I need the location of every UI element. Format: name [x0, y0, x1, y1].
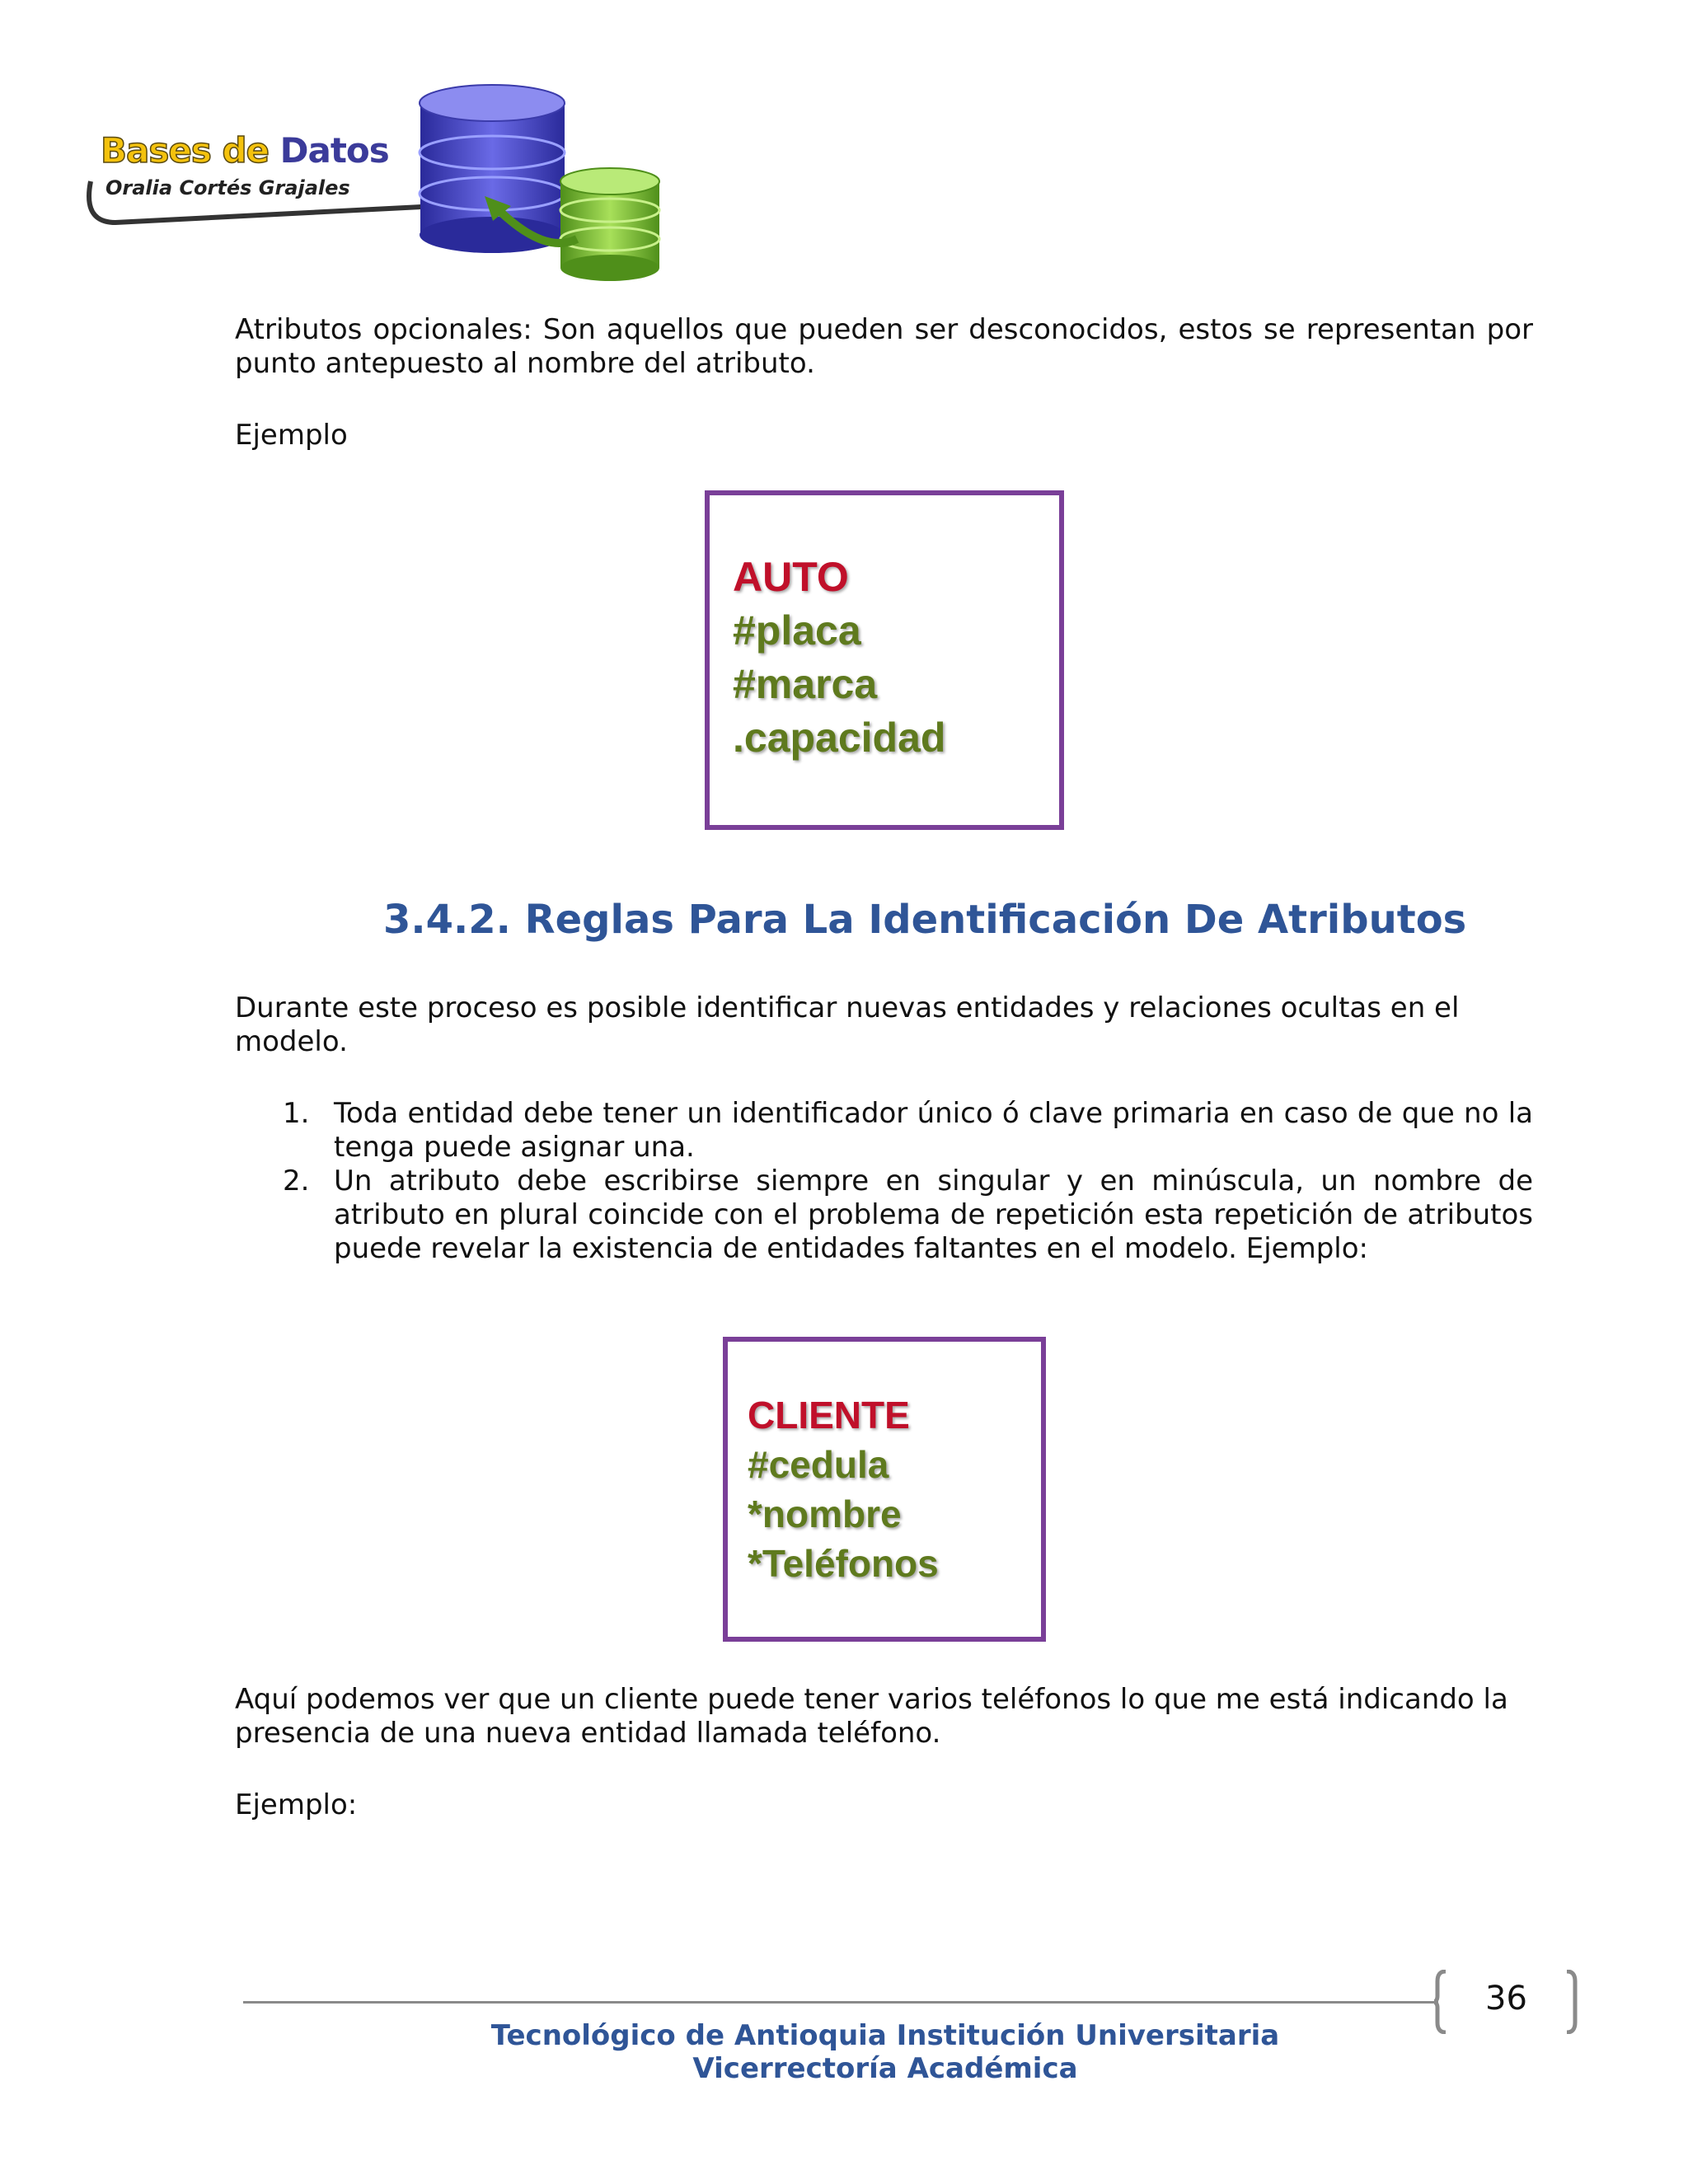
logo-author: Oralia Cortés Grajales	[106, 176, 350, 199]
footer-rule	[243, 2001, 1438, 2004]
footer-institution: Tecnológico de Antioquia Institución Universitaria	[490, 2019, 1280, 2052]
explanation-paragraph: Aquí podemos ver que un cliente puede tener varios teléfonos lo que me está indicando la presencia de una nueva entidad llamada teléfono.	[235, 1683, 1508, 1750]
entity-figure-cliente	[723, 1337, 1046, 1642]
logo-title	[101, 130, 389, 171]
entity-name: AUTO	[733, 554, 849, 600]
list-item-number: 2.	[283, 1165, 310, 1197]
entity-name: CLIENTE	[748, 1394, 910, 1436]
list-item-text: Toda entidad debe tener un identificador único ó clave primaria en caso de que no la tenga puede asignar una.	[334, 1097, 1533, 1164]
header-logo	[82, 82, 676, 288]
attribute-item: #placa	[733, 607, 861, 654]
attribute-item: #cedula	[748, 1443, 889, 1486]
attribute-item: .capacidad	[733, 715, 946, 761]
example-label: Ejemplo	[235, 419, 348, 452]
list-item-number: 1.	[283, 1097, 310, 1130]
attribute-item: *nombre	[748, 1493, 902, 1535]
logo-title-part2: Datos	[279, 130, 389, 171]
attribute-item: #marca	[733, 661, 878, 707]
section-heading: 3.4.2. Reglas Para La Identificación De Atributos	[383, 897, 1467, 943]
example-label-2: Ejemplo:	[235, 1788, 358, 1821]
list-item-text: Un atributo debe escribirse siempre en singular y en minúscula, un nombre de atributo en plural coincide con el problema de repetición esta repetición de atributos puede revelar la existencia de entidades faltantes en el modelo. Ejemplo:	[334, 1165, 1533, 1265]
logo-title-part1: Bases de	[101, 130, 270, 171]
entity-figure-auto	[705, 490, 1064, 830]
page-number: 36	[1485, 1980, 1527, 2018]
optional-attributes-paragraph: Atributos opcionales: Son aquellos que pueden ser desconocidos, estos se representan por punto antepuesto al nombre del atributo.	[235, 313, 1533, 380]
attribute-item: *Teléfonos	[748, 1542, 939, 1585]
footer-department: Vicerrectoría Académica	[692, 2052, 1078, 2085]
section-lead-paragraph: Durante este proceso es posible identificar nuevas entidades y relaciones ocultas en el modelo.	[235, 991, 1460, 1058]
